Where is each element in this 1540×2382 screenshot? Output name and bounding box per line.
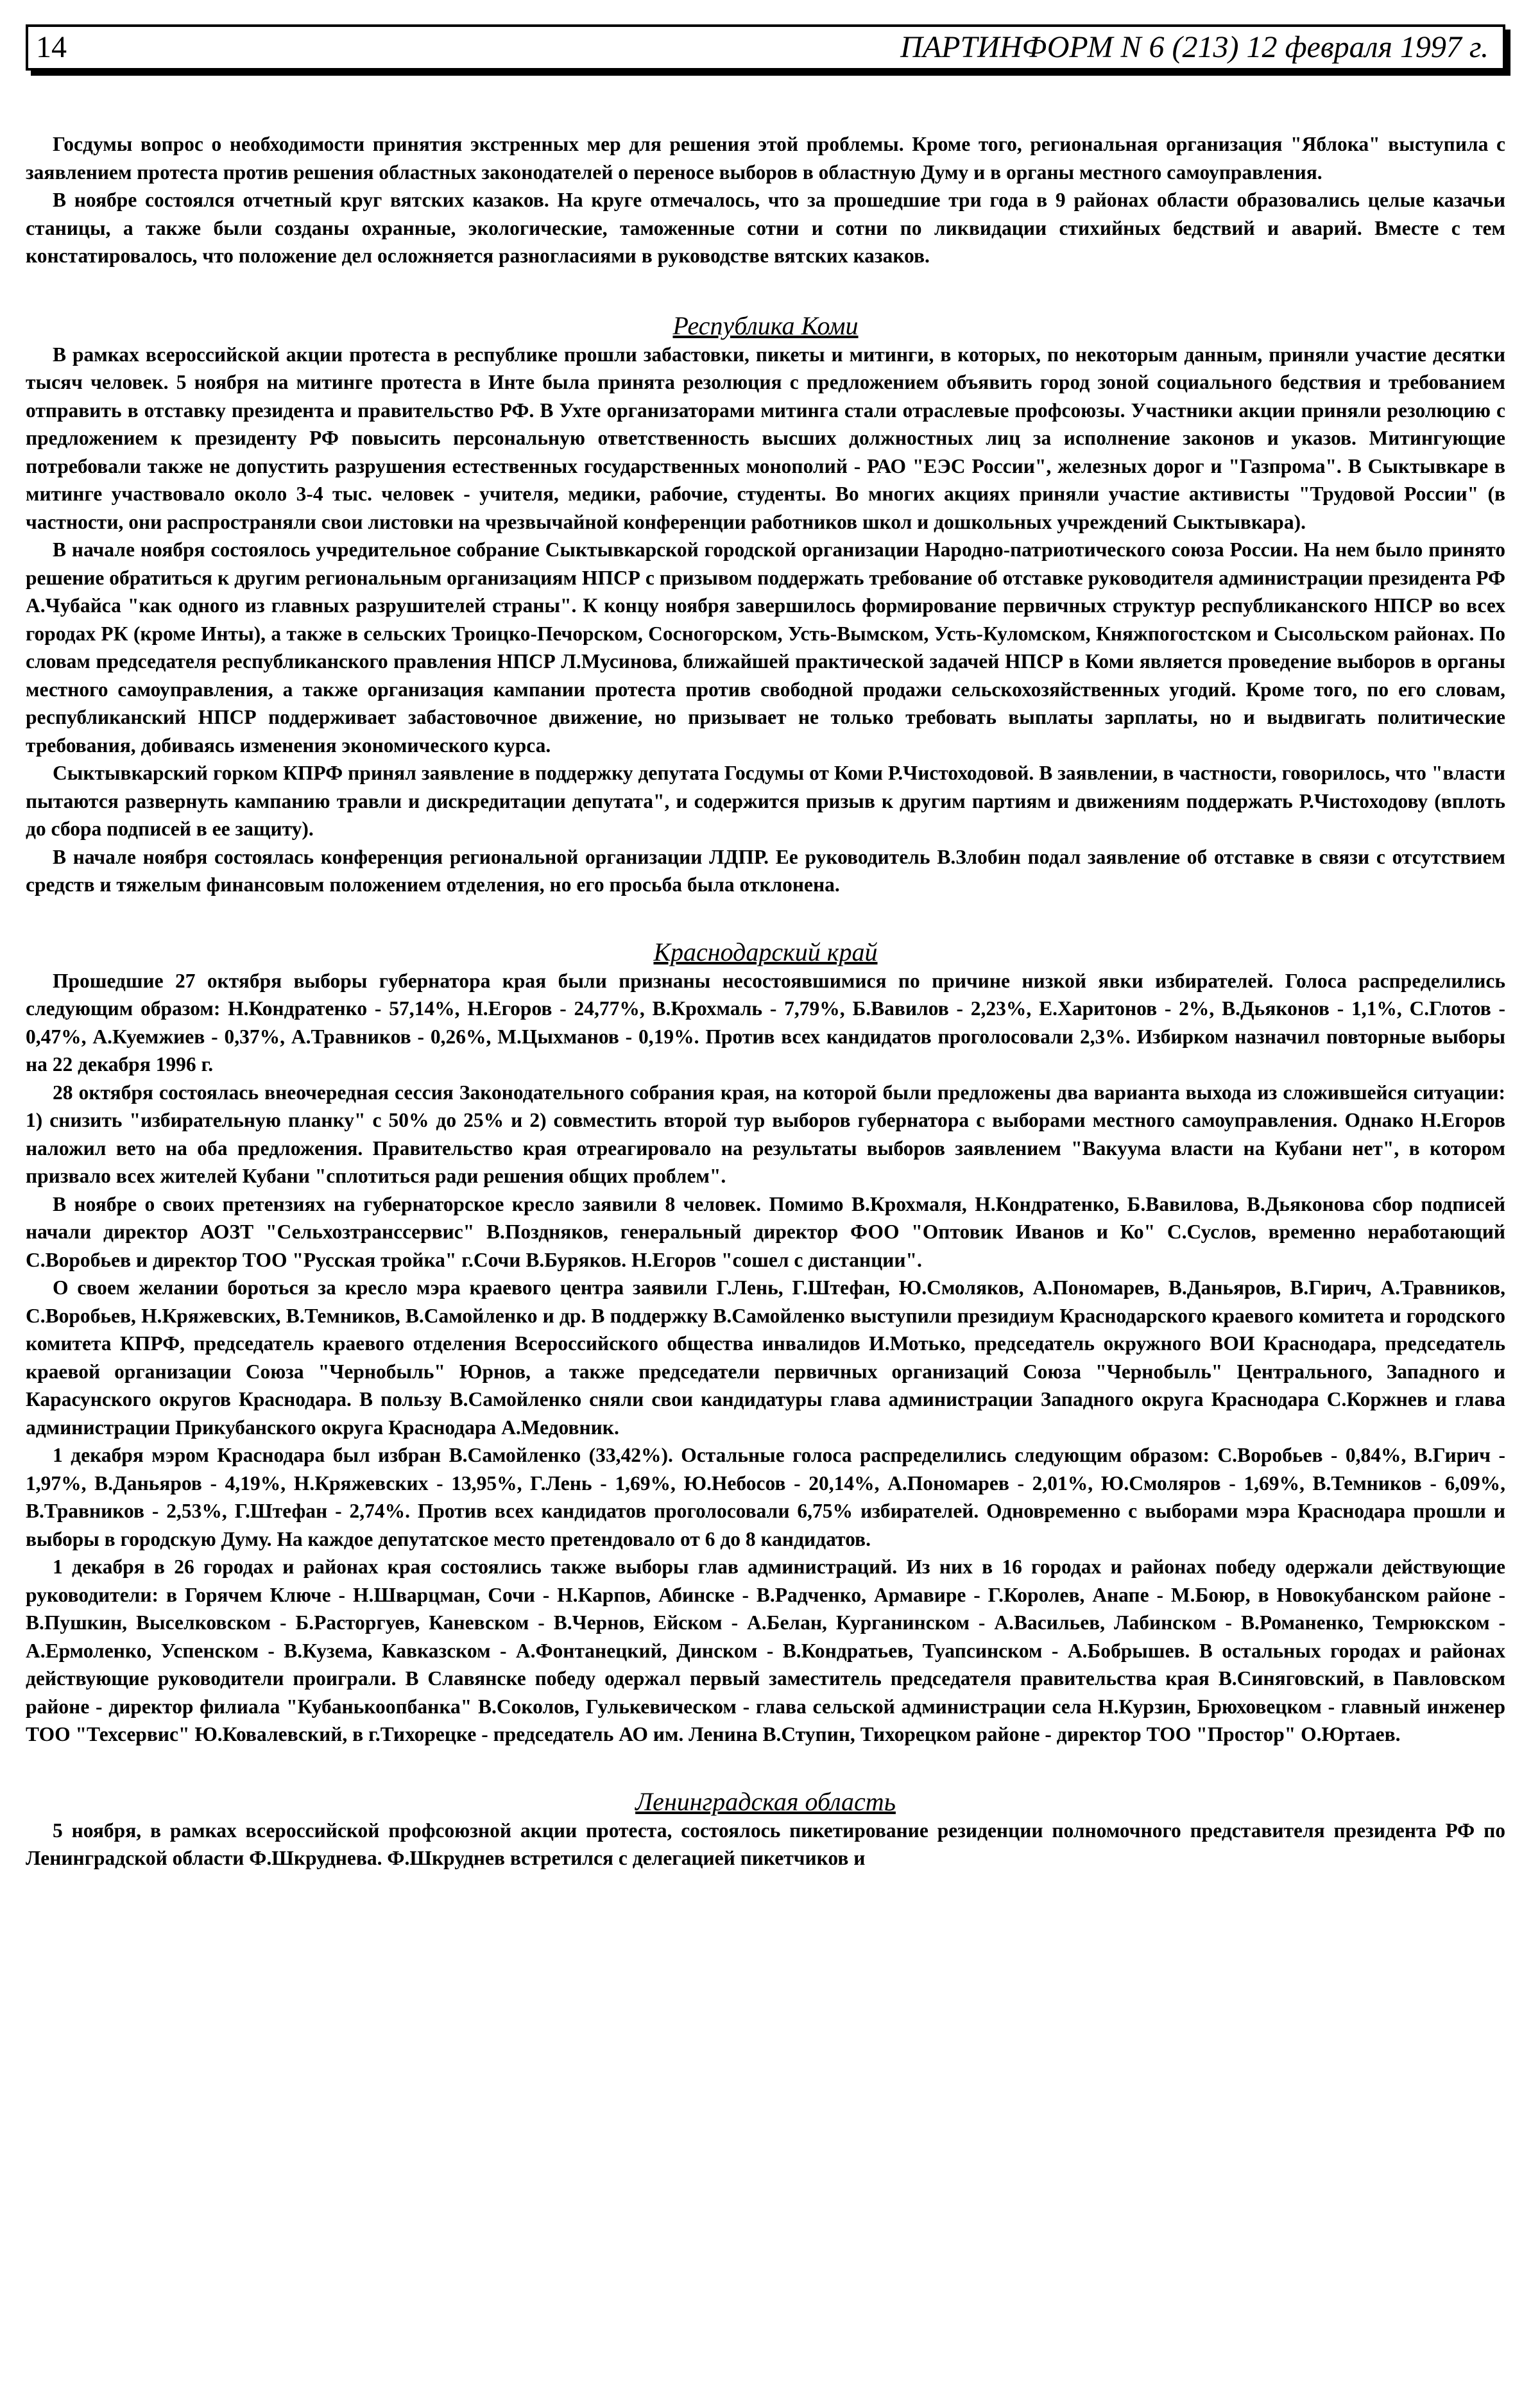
section-leningrad xyxy=(26,1787,1505,1872)
section-heading-leningrad: Ленинградская область xyxy=(635,1786,896,1816)
issue-title: ПАРТИНФОРМ N 6 (213) 12 февраля 1997 г. xyxy=(900,30,1489,64)
page-header xyxy=(26,24,1505,71)
page-number: 14 xyxy=(36,30,67,64)
paragraph: В ноябре состоялся отчетный круг вятских казаков. На круге отмечалось, что за прошедшие три года в 9 районах области образовались целые казачьи станицы, а также были созданы охранные, экологические, таможенные сотни и сотни по ликвидации стихийных бедствий и аварий. Вместе с тем констатировалось, что положение дел осложняется разногласиями в руководстве вятских казаков. xyxy=(26,189,1505,267)
paragraph: О своем желании бороться за кресло мэра краевого центра заявили Г.Лень, Г.Штефан, Ю.Смоляков, А.Пономарев, В.Даньяров, В.Гирич, А.Травников, С.Воробьев, Н.Кряжевских, В.Темников, В.Самойленко и др. В поддержку В.Самойленко выступили президиум Краснодарского краевого комитета и городского комитета КПРФ, председатель краевого отделения Всероссийского общества инвалидов И.Мотько, председатель окружного ВОИ Краснодара, председатель краевой организации Союза "Чернобыль" Юрнов, а также председатели первичных организаций Союза "Чернобыль" Центрального, Западного и Карасунского округов Краснодара. В пользу В.Самойленко сняли свои кандидатуры глава администрации Западного округа Краснодара С.Коржнев и глава администрации Прикубанского округа Краснодара А.Медовник. xyxy=(26,1276,1505,1439)
section-komi xyxy=(26,311,1505,899)
section-heading-krasnodar: Краснодарский край xyxy=(653,937,878,966)
paragraph: Госдумы вопрос о необходимости принятия экстренных мер для решения этой проблемы. Кроме того, региональная организация "Яблока" выступила с заявлением протеста против решения областных законодателей о переносе выборов в областную Думу и в органы местного самоуправления. xyxy=(26,133,1505,184)
newspaper-page xyxy=(26,24,1505,1869)
section-krasnodar xyxy=(26,938,1505,1749)
article-body xyxy=(26,130,1505,1872)
paragraph: 1 декабря в 26 городах и районах края состоялись также выборы глав администраций. Из них в 16 городах и районах победу одержали действующие руководители: в Горячем Ключе - Н.Шварцман, Сочи - Н.Карпов, Абинске - В.Радченко, Армавире - Г.Королев, Анапе - М.Боюр, в Новокубанском районе - В.Пушкин, Выселковском - Б.Расторгуев, Каневском - В.Чернов, Ейском - А.Белан, Курганинском - А.Васильев, Лабинском - В.Романенко, Темрюкском - А.Ермоленко, Успенском - В.Кузема, Кавказском - А.Фонтанецкий, Динском - В.Кондратьев, Туапсинском - А.Бобрышев. В остальных городах и районах действующие руководители проиграли. В Славянске победу одержал первый заместитель председателя правительства края В.Синяговский, в Павловском районе - директор филиала "Кубанькоопбанка" В.Соколов, Гулькевическом - глава сельской администрации села Н.Курзин, Брюховецком - главный инженер ТОО "Техсервис" Ю.Ковалевский, в г.Тихорецке - председатель АО им. Ленина В.Ступин, Тихорецком районе - директор ТОО "Простор" О.Юртаев. xyxy=(26,1555,1505,1745)
paragraph: В начале ноября состоялась конференция региональной организации ЛДПР. Ее руководитель В.Злобин подал заявление об отставке в связи с отсутствием средств и тяжелым финансовым положением отделения, но его просьба была отклонена. xyxy=(26,845,1505,896)
paragraph: 1 декабря мэром Краснодара был избран В.Самойленко (33,42%). Остальные голоса распределились следующим образом: С.Воробьев - 0,84%, В.Гирич - 1,97%, В.Даньяров - 4,19%, Н.Кряжевских - 13,95%, Г.Лень - 1,69%, Ю.Небосов - 20,14%, А.Пономарев - 2,01%, Ю.Смоляров - 1,69%, В.Темников - 6,09%, В.Травников - 2,53%, Г.Штефан - 2,74%. Против всех кандидатов проголосовали 6,75% избирателей. Одновременно с выборами мэра Краснодара прошли и выборы в городскую Думу. На каждое депутатское место претендовало от 6 до 8 кандидатов. xyxy=(26,1444,1505,1550)
paragraph: В начале ноября состоялось учредительное собрание Сыктывкарской городской организации Народно-патриотического союза России. На нем было принято решение обратиться к другим региональным организациям НПСР с призывом поддержать требование об отставке руководителя администрации президента РФ А.Чубайса "как одного из главных разрушителей страны". К концу ноября завершилось формирование первичных структур республиканского НПСР во всех городах РК (кроме Инты), а также в сельских Троицко-Печорском, Сосногорском, Усть-Вымском, Усть-Куломском, Княжпогостском и Сысольском районах. По словам председателя республиканского правления НПСР Л.Мусинова, ближайшей практической задачей НПСР в Коми является проведение выборов в органы местного самоуправления, а также организация кампании протеста против свободной продажи сельскохозяйственных угодий. Кроме того, по его словам, республиканский НПСР поддерживает забастовочное движение, но призывает не только требовать выплаты зарплаты, но и выдвигать политические требования, добиваясь изменения экономического курса. xyxy=(26,538,1505,757)
paragraph: 28 октября состоялась внеочередная сессия Законодательного собрания края, на которой были предложены два варианта выхода из сложившейся ситуации: 1) снизить "избирательную планку" с 50% до 25% и 2) совместить второй тур выборов губернатора с выборами местного самоуправления. Однако Н.Егоров наложил вето на оба предложения. Правительство края отреагировало на результаты выборов заявлением "Вакуума власти на Кубани нет", в котором призвало всех жителей Кубани "сплотиться ради решения общих проблем". xyxy=(26,1081,1505,1187)
paragraph: В ноябре о своих претензиях на губернаторское кресло заявили 8 человек. Помимо В.Крохмаля, Н.Кондратенко, Б.Вавилова, В.Дьяконова сбор подписей начали директор АОЗТ "Сельхозтрансcервис" В.Поздняков, генеральный директор ФОО "Оптовик Иванов и Ко" С.Суслов, временно неработающий С.Воробьев и директор ТОО "Русская тройка" г.Сочи В.Буряков. Н.Егоров "сошел с дистанции". xyxy=(26,1192,1505,1271)
paragraph: Сыктывкарский горком КПРФ принял заявление в поддержку депутата Госдумы от Коми Р.Чистоходовой. В заявлении, в частности, говорилось, что "власти пытаются развернуть кампанию травли и дискредитации депутата", и содержится призыв к другим партиям и движениям поддержать Р.Чистоходову (вплоть до сбора подписей в ее защиту). xyxy=(26,762,1505,840)
paragraph: Прошедшие 27 октября выборы губернатора края были признаны несостоявшимися по причине низкой явки избирателей. Голоса распределились следующим образом: Н.Кондратенко - 57,14%, Н.Егоров - 24,77%, В.Крохмаль - 7,79%, Б.Вавилов - 2,23%, Е.Харитонов - 2%, В.Дьяконов - 1,1%, С.Глотов - 0,47%, А.Куемжиев - 0,37%, А.Травников - 0,26%, М.Цыхманов - 0,19%. Против всех кандидатов проголосовали 2,3%. Избирком назначил повторные выборы на 22 декабря 1996 г. xyxy=(26,969,1505,1075)
paragraph: В рамках всероссийской акции протеста в республике прошли забастовки, пикеты и митинги, в которых, по некоторым данным, приняли участие десятки тысяч человек. 5 ноября на митинге протеста в Инте была принята резолюция с предложением объявить город зоной социального бедствия и требованием отправить в отставку президента и правительство РФ. В Ухте организаторами митинга стали отраслевые профсоюзы. Участники акции приняли резолюцию с предложением к президенту РФ повысить персональную ответственность высших должностных лиц за исполнение законов и указов. Митингующие потребовали также не допустить разрушения естественных государственных монополий - РАО "ЕЭС России", железных дорог и "Газпрома". В Сыктывкаре в митинге участвовало около 3-4 тыс. человек - учителя, медики, рабочие, студенты. Во многих акциях приняли участие активисты "Трудовой России" (в частности, они распространяли свои листовки на чрезвычайной конференции работников школ и дошкольных учреждений Сыктывкара). xyxy=(26,343,1505,533)
section-heading-komi: Республика Коми xyxy=(672,311,859,340)
intro-section xyxy=(26,130,1505,270)
paragraph: 5 ноября, в рамках всероссийской профсоюзной акции протеста, состоялось пикетирование резиденции полномочного представителя президента РФ по Ленинградской области Ф.Шкруднева. Ф.Шкруднев встретился с делегацией пикетчиков и xyxy=(26,1819,1505,1869)
